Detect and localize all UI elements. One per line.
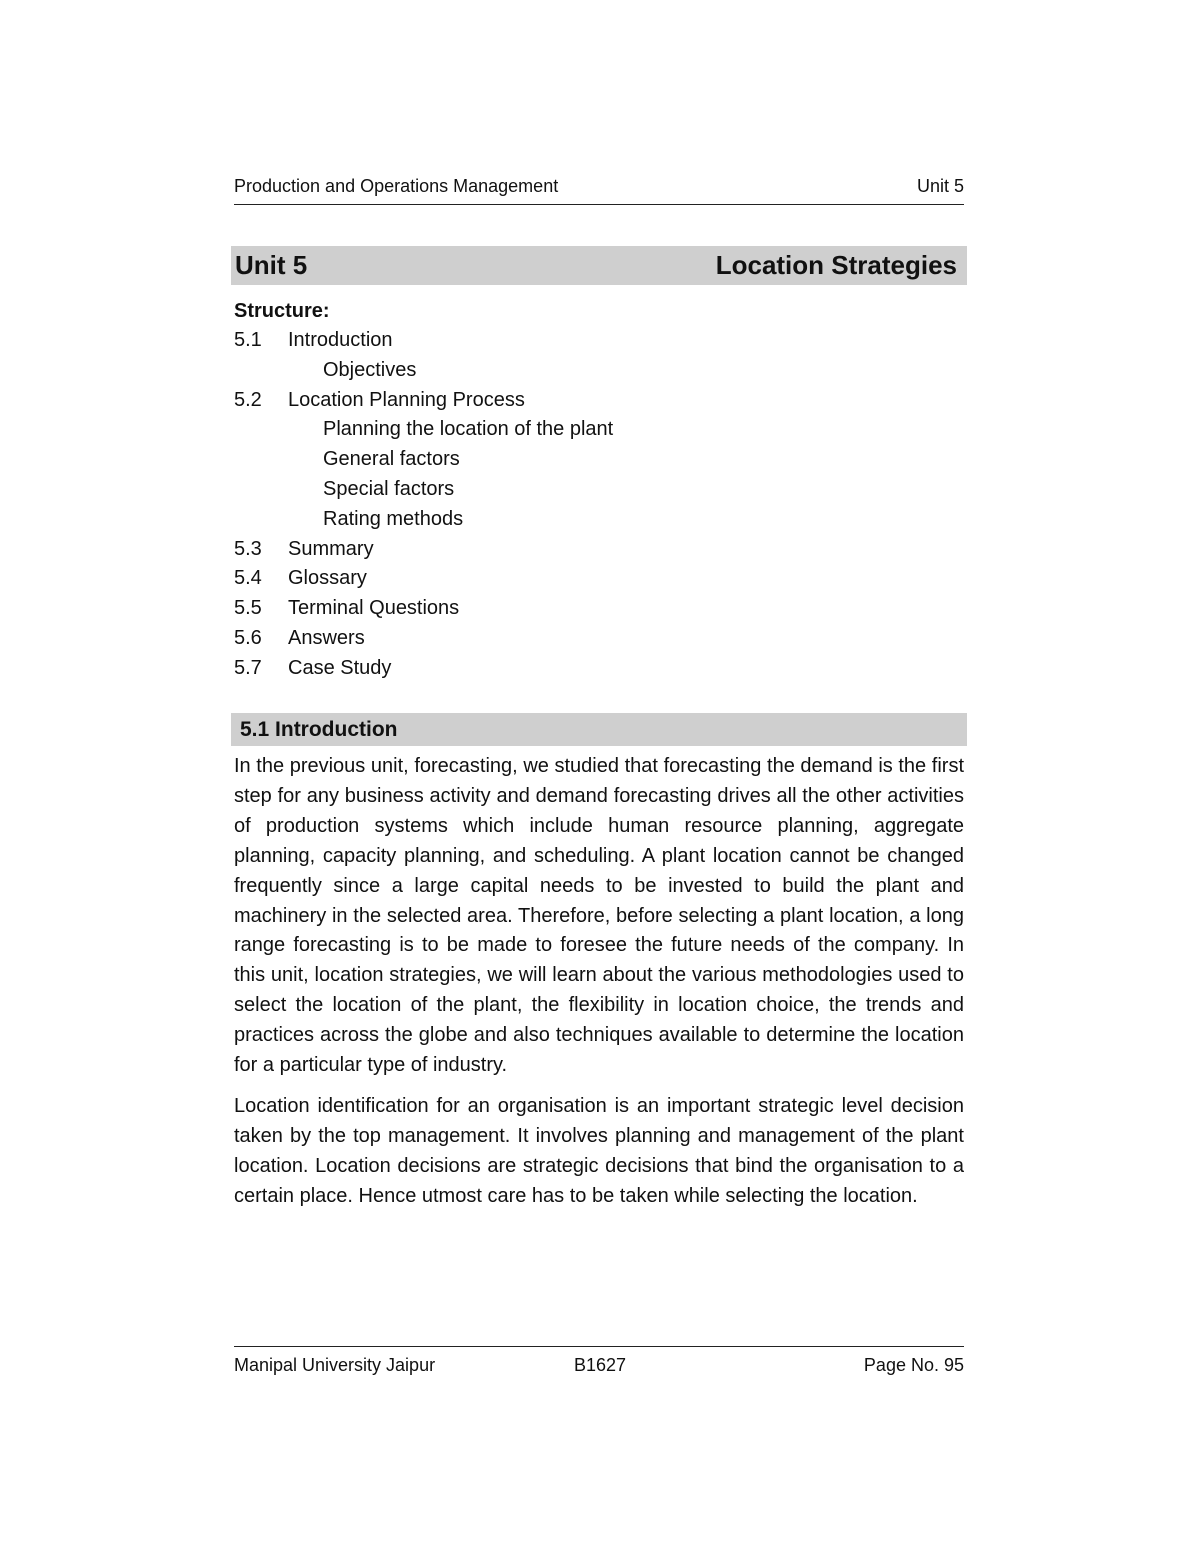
- unit-label: Unit 5: [235, 250, 308, 280]
- toc-item: [234, 564, 964, 594]
- toc-number: 5.4: [234, 567, 262, 590]
- toc-subitem: Planning the location of the plant: [323, 418, 614, 441]
- toc-subitem: General factors: [323, 448, 460, 471]
- toc-subitem: Objectives: [323, 358, 417, 381]
- toc-number: 5.3: [234, 537, 262, 560]
- toc-label: Terminal Questions: [288, 597, 460, 620]
- document-page: [234, 0, 967, 1553]
- toc-item: [234, 624, 964, 654]
- footer-page-number: Page No. 95: [863, 1355, 964, 1375]
- header-book-title: Production and Operations Management: [234, 176, 559, 196]
- toc-number: 5.5: [234, 597, 262, 620]
- toc-number: 5.1: [234, 329, 262, 351]
- unit-title: Location Strategies: [715, 250, 957, 280]
- toc-item: [234, 535, 964, 565]
- toc-subitem: Special factors: [323, 477, 455, 500]
- toc-label: Introduction: [288, 329, 393, 351]
- toc-item: [234, 594, 964, 624]
- toc-label: Case Study: [288, 656, 392, 679]
- unit-title-band: [231, 246, 967, 285]
- toc-number: 5.6: [234, 626, 262, 649]
- structure-outline: [234, 296, 964, 684]
- structure-title: Structure:: [234, 300, 330, 322]
- toc-label: Glossary: [288, 567, 367, 590]
- running-footer: [234, 1346, 964, 1385]
- toc-item: [234, 654, 964, 684]
- toc-item: [234, 386, 964, 416]
- toc-label: Summary: [288, 537, 374, 560]
- toc-item: [234, 326, 964, 356]
- toc-label: Answers: [288, 626, 365, 649]
- header-unit: Unit 5: [916, 176, 964, 196]
- paragraph: In the previous unit, forecasting, we studied that forecasting the demand is the first step for any business activity and demand forecasting drives all the other activities of production systems which include human resource planning, aggregate planning, capacity planning, and scheduling. A plant location cannot be changed frequently since a large capital needs to be invested to build the plant and machinery in the selected area. Therefore, before selecting a plant location, a long range forecasting is to be made to foresee the future needs of the company. In this unit, location strategies, we will learn about the various methodologies used to select the location of the plant, the flexibility in location choice, the trends and practices across the globe and also techniques available to determine the location for a particular type of industry.: [234, 755, 964, 1077]
- toc-label: Location Planning Process: [288, 388, 525, 411]
- paragraph: Location identification for an organisation is an important strategic level decision taken by the top management. It involves planning and management of the plant location. Location decisions are strategic decisions that bind the organisation to a certain place. Hence utmost care has to be taken while selecting the location.: [234, 1094, 964, 1207]
- toc-number: 5.2: [234, 388, 262, 411]
- footer-university: Manipal University Jaipur: [234, 1355, 436, 1375]
- footer-code: B1627: [574, 1355, 627, 1375]
- toc-number: 5.7: [234, 656, 262, 679]
- running-header: [234, 176, 964, 205]
- toc-subitem: Rating methods: [323, 507, 464, 530]
- section-body: [234, 752, 964, 1223]
- section-heading: 5.1 Introduction: [231, 713, 967, 746]
